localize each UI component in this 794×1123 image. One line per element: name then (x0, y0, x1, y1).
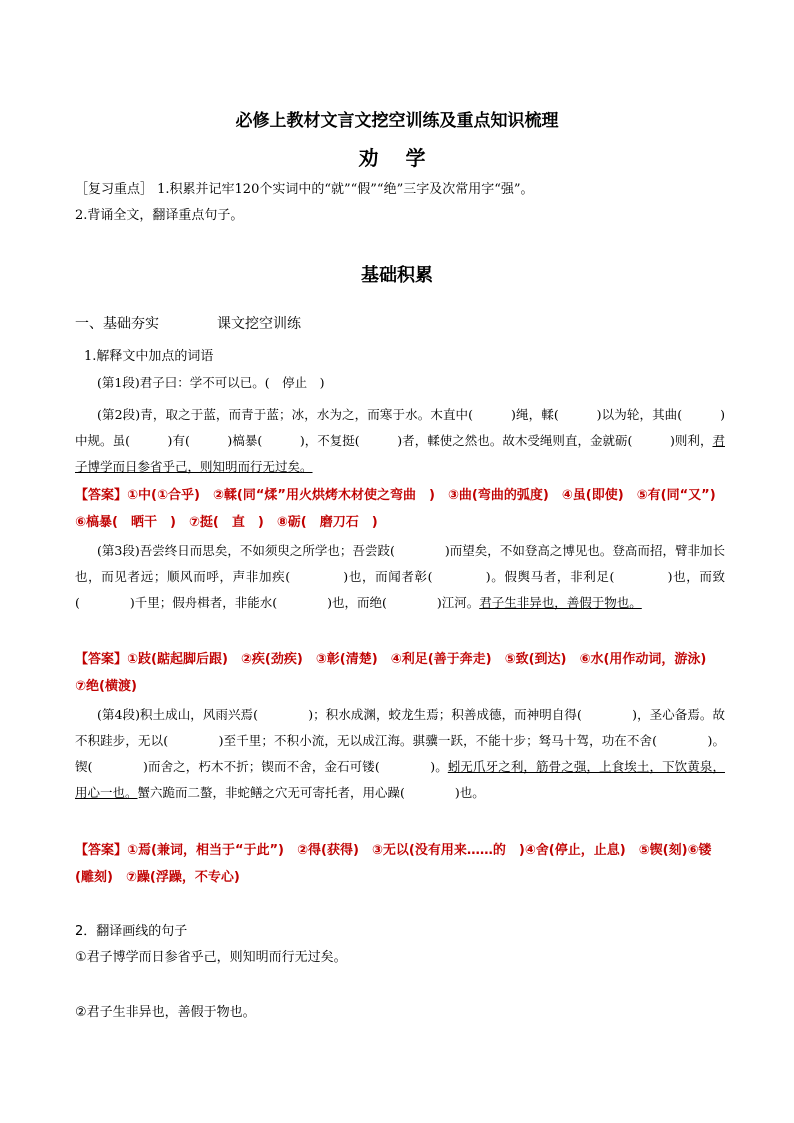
paragraph-2-text: (第2段)青，取之于蓝，而青于蓝；冰，水为之，而寒于水。木直中( )绳，輮( )以为轮，其曲( )中规。虽( )有( )槁暴( )，不复挺( )者，輮使之然也。故木受绳则直，金就砺( )则利， (75, 407, 725, 448)
lesson-title: 劝 学 (358, 146, 436, 170)
answer-3-text: ①跂(踮起脚后跟) ②疾(劲疾) ③彰(清楚) ④利足(善于奔走) ⑤致(到达) ⑥水(用作动词，游泳) ⑦绝(横渡) (75, 652, 720, 694)
answer-tag: 【答案】 (75, 843, 128, 858)
section-heading (75, 313, 301, 333)
question-2-item-1: ①君子博学而日参省乎己，则知明而行无过矣。 (75, 950, 347, 965)
answer-block-4 (75, 837, 725, 891)
paragraph-4-text-end: 蟹六跪而二螯，非蛇鳝之穴无可寄托者，用心躁( )也。 (137, 785, 485, 800)
paragraph-2-underlined: 君子博学而日参省乎己，则知明而行无过矣。 (75, 433, 725, 474)
answer-block-3 (75, 646, 725, 700)
answer-block-2 (75, 482, 729, 536)
review-focus-line-2: 2.背诵全文，翻译重点句子。 (75, 208, 244, 223)
question-1-title: 1.解释文中加点的词语 (84, 349, 214, 364)
paragraph-4-underlined: 蚓无爪牙之利，筋骨之强，上食埃土，下饮黄泉，用心一也。 (75, 759, 725, 800)
paragraph-4-text: (第4段)积土成山，风雨兴焉( )；积水成渊，蛟龙生焉；积善成德，而神明自得( )，圣心备焉。故不积跬步，无以( )至千里；不积小流，无以成江海。骐骥一跃，不能十步；驽马十驾，功在不舍( )。锲( )而舍之，朽木不折；锲而不舍，金石可镂( )。 (75, 707, 725, 774)
paragraph-3-underlined: 君子生非异也，善假于物也。 (479, 595, 642, 610)
review-focus-line-1: ［复习重点］ 1.积累并记牢120个实词中的“就”“假”“绝”三字及次常用字“强”。 (75, 182, 534, 197)
answer-4-text: ①焉(兼词，相当于“于此”) ②得(获得) ③无以(没有用来……的 )④舍(停止，止息) ⑤锲(刻)⑥镂(雕刻) ⑦躁(浮躁，不专心) (75, 843, 712, 885)
section1-label: 一、基础夯实 (75, 316, 159, 332)
section1-sublabel: 课文挖空训练 (217, 316, 301, 332)
question-2-title: 2．翻译画线的句子 (75, 924, 188, 939)
paragraph-3-text: (第3段)吾尝终日而思矣，不如须臾之所学也；吾尝跂( )而望矣，不如登高之博见也。登高而招，臂非加长也，而见者远；顺风而呼，声非加疾( )也，而闻者彰( )。假舆马者，非利足( )也，而致( )千里；假舟楫者，非能水( )也，而绝( )江河。 (75, 543, 725, 610)
section-title: 基础积累 (361, 265, 433, 286)
paragraph-1: (第1段)君子曰：学不可以已。( 停止 ) (97, 375, 325, 390)
question-2-item-2: ②君子生非异也，善假于物也。 (75, 1005, 256, 1020)
answer-2-text: ①中(①合乎) ②輮(同“煣”用火烘烤木材使之弯曲 ) ③曲(弯曲的弧度) ④虽(即使) ⑤有(同“又”) ⑥槁暴( 晒干 ) ⑦挺( 直 ) ⑧砺( 磨刀石 ) (75, 488, 729, 530)
answer-tag: 【答案】 (75, 488, 128, 503)
paragraph-4 (75, 702, 725, 806)
paragraph-2 (75, 402, 725, 480)
document-title: 必修上教材文言文挖空训练及重点知识梳理 (235, 111, 559, 131)
paragraph-3 (75, 538, 725, 616)
answer-tag: 【答案】 (75, 652, 128, 667)
